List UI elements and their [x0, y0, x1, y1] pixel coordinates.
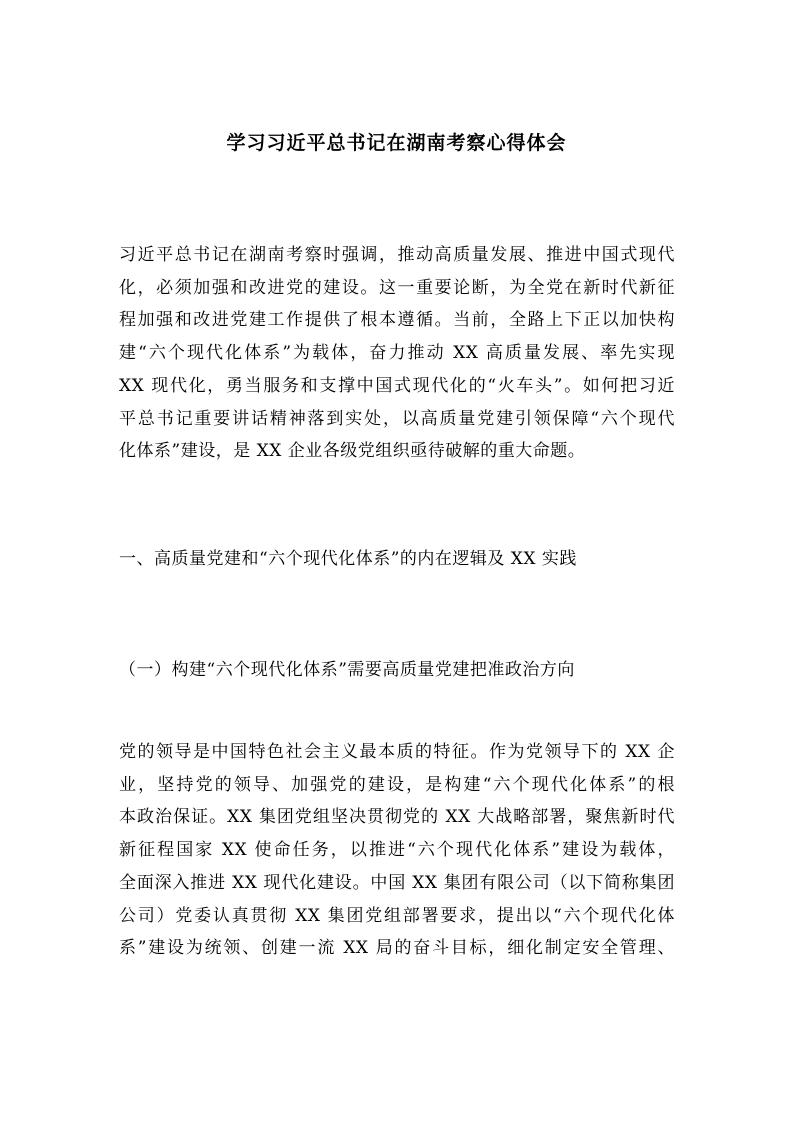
paragraph-line: 新征程国家 XX 使命任务，以推进“六个现代化体系”建设为载体，: [119, 840, 675, 861]
paragraph-line: 习近平总书记在湖南考察时强调，推动高质量发展、推进中国式现代: [119, 245, 675, 265]
paragraph-line: 系”建设为统领、创建一流 XX 局的奋斗目标，细化制定安全管理、: [119, 938, 675, 959]
paragraph-line: 全面深入推进 XX 现代化建设。中国 XX 集团有限公司（以下简称集团: [119, 872, 675, 893]
section-heading: [119, 543, 675, 576]
subsection-heading: [119, 654, 675, 687]
body-paragraph: [119, 736, 675, 965]
paragraph-line: 程加强和改进党建工作提供了根本遵循。当前，全路上下正以加快构: [119, 310, 675, 331]
paragraph-line: 本政治保证。XX 集团党组坚决贯彻党的 XX 大战略部署，聚焦新时代: [119, 807, 675, 828]
paragraph-line: 公司）党委认真贯彻 XX 集团党组部署要求，提出以“六个现代化体: [119, 905, 675, 926]
subsection-heading-text: （一）构建“六个现代化体系”需要高质量党建把准政治方向: [119, 660, 575, 680]
paragraph-line: 化体系”建设，是 XX 企业各级党组织亟待破解的重大命题。: [119, 441, 586, 462]
paragraph-line: 建“六个现代化体系”为载体，奋力推动 XX 高质量发展、率先实现: [119, 343, 675, 364]
paragraph-line: 化，必须加强和改进党的建设。这一重要论断，为全党在新时代新征: [119, 277, 675, 298]
paragraph-line: XX 现代化，勇当服务和支撑中国式现代化的“火车头”。如何把习近: [119, 375, 675, 396]
document-title: 学习习近平总书记在湖南考察心得体会: [226, 132, 567, 154]
paragraph-line: 业，坚持党的领导、加强党的建设，是构建“六个现代化体系”的根: [119, 774, 675, 795]
paragraph-line: 党的领导是中国特色社会主义最本质的特征。作为党领导下的 XX 企: [119, 742, 675, 762]
intro-paragraph: [119, 239, 675, 468]
section-heading-text: 一、高质量党建和“六个现代化体系”的内在逻辑及 XX 实践: [119, 549, 577, 569]
paragraph-line: 平总书记重要讲话精神落到实处，以高质量党建引领保障“六个现代: [119, 408, 675, 429]
